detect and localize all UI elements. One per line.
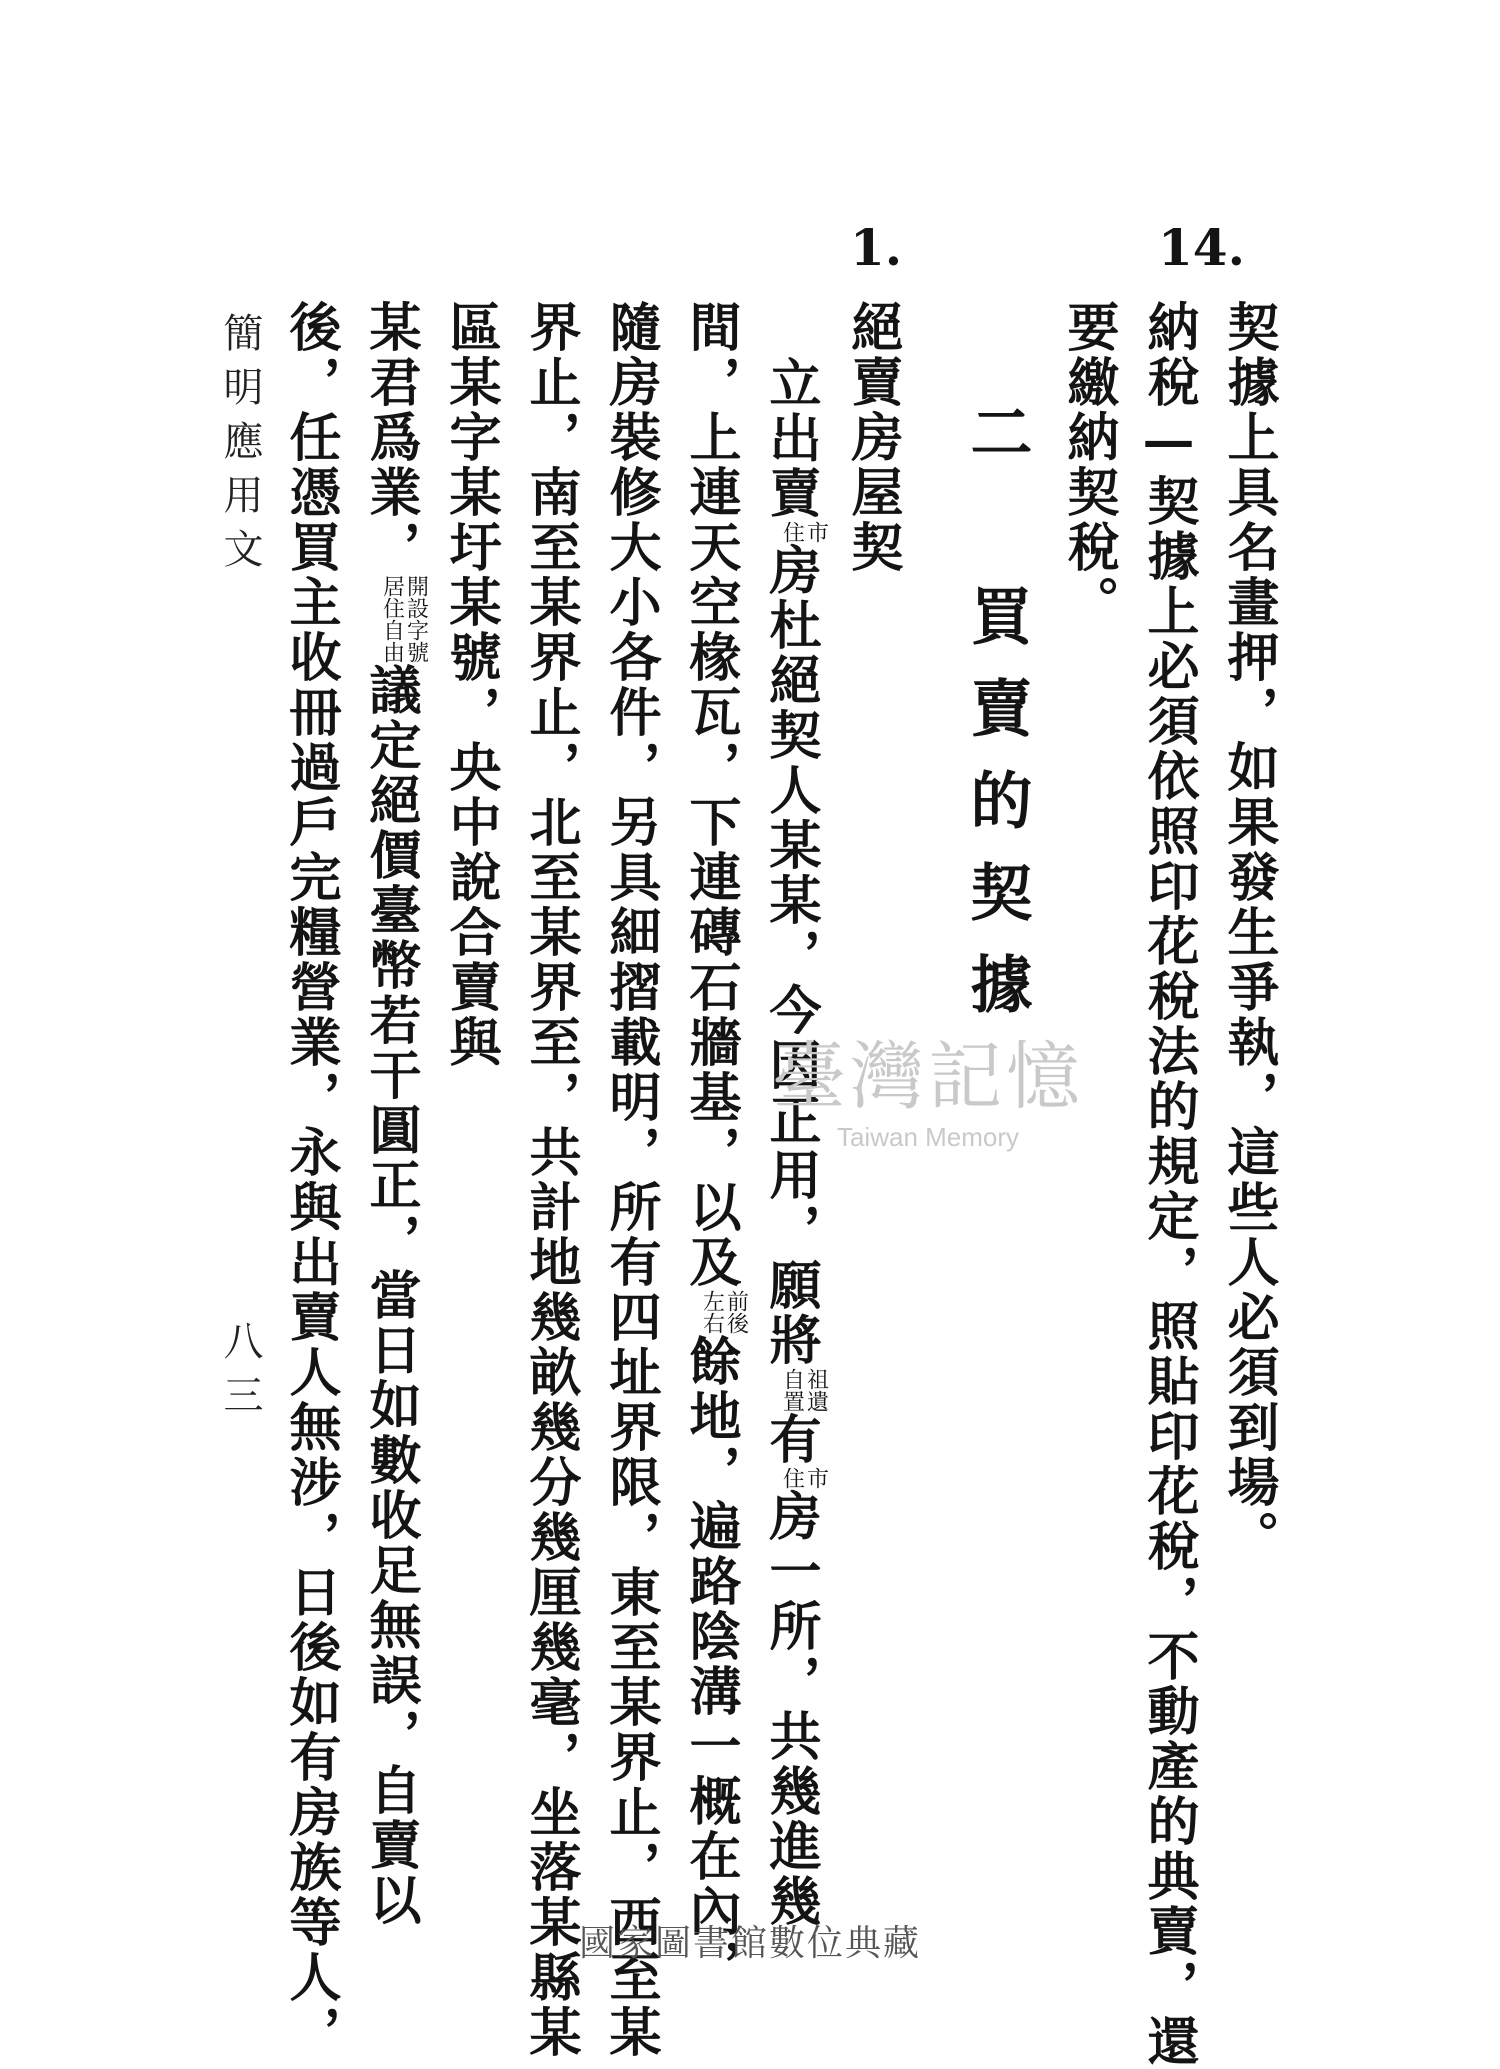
watermark-chinese: 臺灣記憶 <box>772 1034 1084 1120</box>
item-1-line-2: 間，上連天空椽瓦，下連磚石牆基，以及 前後 左右 餘地，遍路陰溝一概在內， <box>680 300 749 1994</box>
annotation-shop-residence-2: 市 住 <box>779 1467 829 1489</box>
annotation-front-back-left-right: 前後 左右 <box>699 1290 749 1334</box>
item-14-line-1: 契據上具名畫押，如果發生爭執，這些人必須到場。 <box>1218 300 1279 1565</box>
taiwan-memory-watermark <box>748 1034 1108 1153</box>
item-14-number: 14. <box>1158 218 1245 277</box>
watermark-english: Taiwan Memory <box>836 1122 1020 1152</box>
annotation-business-residence: 開設字號 居住自由 <box>379 575 429 663</box>
page-number: 八三 <box>217 1320 263 1428</box>
item-1-line-5: 區某字某圩某號，央中說合賣與 <box>440 300 501 1070</box>
library-footer: 國家圖書館數位典藏 <box>578 1922 921 1963</box>
item-1-line-7: 後，任憑買主收冊過戶完糧營業，永與出賣人無涉，日後如有房族等人， <box>280 300 341 2060</box>
item-1-line-1: 立出賣 市 住 房杜絕契人某某，今因正用，願將 祖遺 自置 有 市 住 房一所，共幾進幾 <box>760 356 829 1929</box>
item-1-number: 1. <box>850 218 903 277</box>
item-1-title: 絕賣房屋契 <box>842 300 903 575</box>
item-1-line-3: 隨房裝修大小各件，另具細摺載明，所有四址界限，東至某界止，西至某 <box>600 300 661 2060</box>
annotation-inherited-acquired: 祖遺 自置 <box>779 1368 829 1412</box>
annotation-shop-residence: 市 住 <box>779 521 829 543</box>
item-14-line-2: 納稅—契據上必須依照印花稅法的規定，照貼印花稅，不動產的典賣，還 <box>1138 300 1199 2069</box>
item-1-line-6: 某君爲業， 開設字號 居住自由 議定絕價臺幣若干圓正，當日如數收足無誤，自賣以 <box>360 300 429 1928</box>
running-title: 簡明應用文 <box>217 312 263 582</box>
item-1-line-4: 界止，南至某界止，北至某界至，共計地幾畝幾分幾厘幾毫，坐落某縣某 <box>520 300 581 2060</box>
item-14-line-3: 要繳納契稅。 <box>1058 300 1119 630</box>
section-heading: 二 買賣的契據 <box>960 400 1033 1044</box>
